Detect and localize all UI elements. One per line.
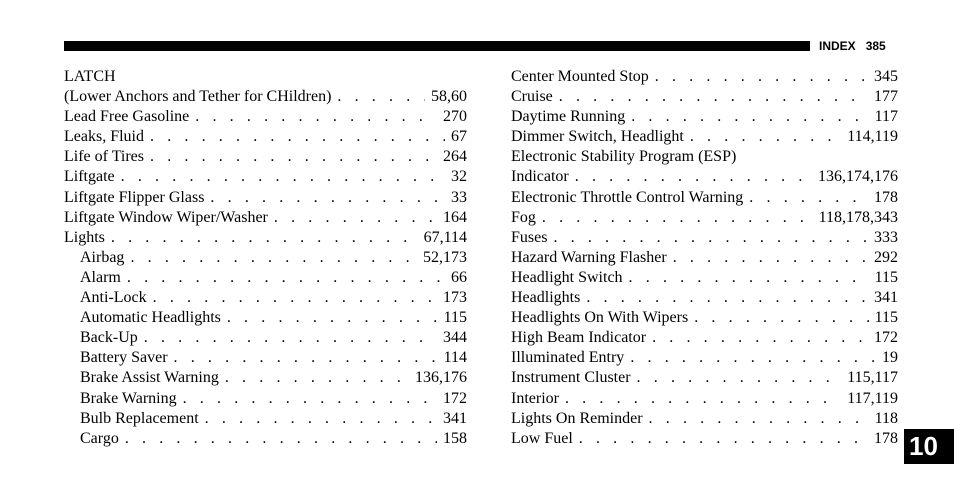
entry-term: Lead Free Gasoline	[64, 108, 190, 126]
entry-page-ref: 173	[443, 289, 467, 307]
dot-leader	[565, 389, 841, 409]
entry-page-ref: 177	[874, 88, 898, 106]
entry-page-ref: 19	[882, 349, 898, 367]
dot-leader	[649, 409, 869, 429]
entry-term: Anti-Lock	[80, 289, 147, 307]
index-entry	[511, 308, 898, 328]
dot-leader	[586, 288, 868, 308]
dot-leader	[337, 87, 425, 107]
entry-term: Leaks, Fluid	[64, 128, 144, 146]
entry-page-ref: 32	[451, 168, 467, 186]
index-entry	[64, 188, 467, 208]
entry-term: Electronic Stability Program (ESP)	[511, 148, 737, 166]
dot-leader	[144, 328, 437, 348]
entry-term: Back-Up	[80, 329, 138, 347]
entry-page-ref: 164	[443, 208, 467, 226]
section-title: INDEX	[819, 39, 856, 53]
entry-term: Center Mounted Stop	[511, 68, 649, 85]
entry-page-ref: 178	[874, 429, 898, 447]
entry-term: Liftgate	[64, 168, 115, 186]
entry-page-ref: 118,178,343	[818, 208, 898, 226]
dot-leader	[629, 268, 869, 288]
entry-term: Headlight Switch	[511, 268, 623, 286]
dot-leader	[150, 147, 437, 167]
dot-leader	[274, 208, 437, 228]
dot-leader	[749, 188, 868, 208]
dot-leader	[125, 429, 437, 449]
dot-leader	[559, 87, 868, 107]
index-entry	[511, 127, 898, 147]
entry-term: Alarm	[80, 268, 121, 286]
entry-term: Cargo	[80, 429, 119, 447]
entry-term: Life of Tires	[64, 148, 144, 166]
entry-term: Fog	[511, 208, 536, 226]
entry-term: Dimmer Switch, Headlight	[511, 128, 684, 146]
entry-term: Lights On Reminder	[511, 409, 643, 427]
index-entry	[64, 288, 467, 308]
index-entry	[64, 308, 467, 328]
entry-term: Interior	[511, 389, 559, 407]
entry-page-ref: 178	[874, 188, 898, 206]
index-entry	[64, 107, 467, 127]
entry-term: Headlights On With Wipers	[511, 309, 689, 327]
entry-term: Electronic Throttle Control Warning	[511, 188, 744, 206]
dot-leader	[153, 288, 437, 308]
page-number: 385	[865, 39, 886, 53]
index-entry	[511, 348, 898, 368]
dot-leader	[210, 188, 445, 208]
entry-page-ref: 115	[874, 309, 898, 327]
dot-leader	[579, 429, 868, 449]
entry-page-ref: 114	[443, 349, 467, 367]
entry-page-ref: 158	[443, 429, 467, 447]
entry-term: Bulb Replacement	[80, 409, 199, 427]
index-entry	[511, 147, 898, 167]
dot-leader	[655, 67, 868, 87]
index-entry	[511, 409, 898, 429]
index-entry	[64, 328, 467, 348]
dot-leader	[227, 308, 438, 328]
entry-page-ref: 118	[874, 409, 898, 427]
index-entry	[64, 268, 467, 288]
entry-page-ref: 136,174,176	[818, 168, 898, 186]
entry-term: Battery Saver	[80, 349, 168, 367]
index-entry	[511, 328, 898, 348]
entry-page-ref: 270	[443, 108, 467, 126]
index-entry	[64, 228, 467, 248]
entry-page-ref: 344	[443, 329, 467, 347]
dot-leader	[121, 167, 445, 187]
index-entry	[64, 348, 467, 368]
index-entry	[511, 268, 898, 288]
entry-page-ref: 67	[451, 128, 467, 146]
index-entry	[64, 248, 467, 268]
dot-leader	[553, 228, 868, 248]
index-entry	[511, 87, 898, 107]
index-entry	[511, 429, 898, 449]
dot-leader	[150, 127, 445, 147]
header-rule	[64, 41, 810, 51]
entry-term: Lights	[64, 228, 105, 246]
entry-term: High Beam Indicator	[511, 329, 647, 347]
entry-page-ref: 114,119	[847, 128, 898, 146]
index-column-left	[64, 67, 467, 449]
entry-term: Headlights	[511, 289, 581, 307]
entry-page-ref: 341	[874, 289, 898, 307]
entry-page-ref: 115	[443, 309, 467, 327]
dot-leader	[127, 268, 445, 288]
entry-term: LATCH	[64, 68, 116, 85]
page-header	[819, 38, 886, 54]
index-entry	[64, 429, 467, 449]
entry-term: Fuses	[511, 228, 548, 246]
index-entry	[511, 228, 898, 248]
dot-leader	[637, 368, 842, 388]
index-entry	[511, 67, 898, 87]
index-entry	[64, 167, 467, 187]
index-entry	[511, 188, 898, 208]
dot-leader	[694, 308, 868, 328]
entry-page-ref: 117,119	[847, 389, 898, 407]
entry-page-ref: 264	[443, 148, 467, 166]
entry-page-ref: 33	[451, 188, 467, 206]
index-entry	[511, 368, 898, 388]
chapter-tab: 10	[904, 429, 954, 464]
entry-term: Illuminated Entry	[511, 349, 625, 367]
dot-leader	[575, 167, 812, 187]
dot-leader	[130, 248, 417, 268]
entry-page-ref: 115,117	[847, 369, 898, 387]
dot-leader	[673, 248, 868, 268]
dot-leader	[183, 389, 437, 409]
entry-term: Airbag	[80, 248, 125, 266]
entry-page-ref: 136,176	[415, 369, 467, 387]
dot-leader	[652, 328, 868, 348]
entry-term: Hazard Warning Flasher	[511, 248, 667, 266]
entry-page-ref: 115	[874, 268, 898, 286]
entry-term: Instrument Cluster	[511, 369, 631, 387]
index-entry	[64, 208, 467, 228]
index-entry	[64, 147, 467, 167]
index-entry	[511, 167, 898, 187]
entry-term: (Lower Anchors and Tether for CHildren)	[64, 88, 332, 106]
dot-leader	[111, 228, 418, 248]
dot-leader	[631, 107, 868, 127]
entry-page-ref: 292	[874, 248, 898, 266]
index-entry	[511, 107, 898, 127]
entry-term: Indicator	[511, 168, 569, 186]
index-entry	[511, 389, 898, 409]
dot-leader	[542, 208, 813, 228]
entry-page-ref: 67,114	[423, 228, 467, 246]
entry-term: Low Fuel	[511, 429, 573, 447]
index-entry	[511, 208, 898, 228]
entry-page-ref: 172	[874, 329, 898, 347]
entry-page-ref: 172	[443, 389, 467, 407]
entry-page-ref: 52,173	[423, 248, 467, 266]
index-entry	[64, 368, 467, 388]
dot-leader	[630, 348, 876, 368]
entry-page-ref: 66	[451, 268, 467, 286]
index-column-right	[511, 67, 898, 449]
entry-term: Automatic Headlights	[80, 309, 221, 327]
entry-term: Daytime Running	[511, 108, 626, 126]
dot-leader	[195, 107, 437, 127]
index-entry	[64, 389, 467, 409]
index-entry	[64, 127, 467, 147]
index-entry	[64, 87, 467, 107]
entry-page-ref: 345	[874, 68, 898, 85]
dot-leader	[174, 348, 438, 368]
dot-leader	[690, 127, 841, 147]
dot-leader	[225, 368, 409, 388]
index-entry	[511, 248, 898, 268]
entry-term: Brake Assist Warning	[80, 369, 219, 387]
entry-page-ref: 117	[874, 108, 898, 126]
entry-page-ref: 58,60	[431, 88, 467, 106]
index-entry	[64, 409, 467, 429]
entry-term: Cruise	[511, 88, 553, 106]
entry-term: Liftgate Flipper Glass	[64, 188, 205, 206]
entry-page-ref: 333	[874, 228, 898, 246]
entry-term: Brake Warning	[80, 389, 177, 407]
entry-term: Liftgate Window Wiper/Washer	[64, 208, 268, 226]
entry-page-ref: 341	[443, 409, 467, 427]
dot-leader	[205, 409, 437, 429]
index-entry	[64, 67, 467, 87]
index-entry	[511, 288, 898, 308]
